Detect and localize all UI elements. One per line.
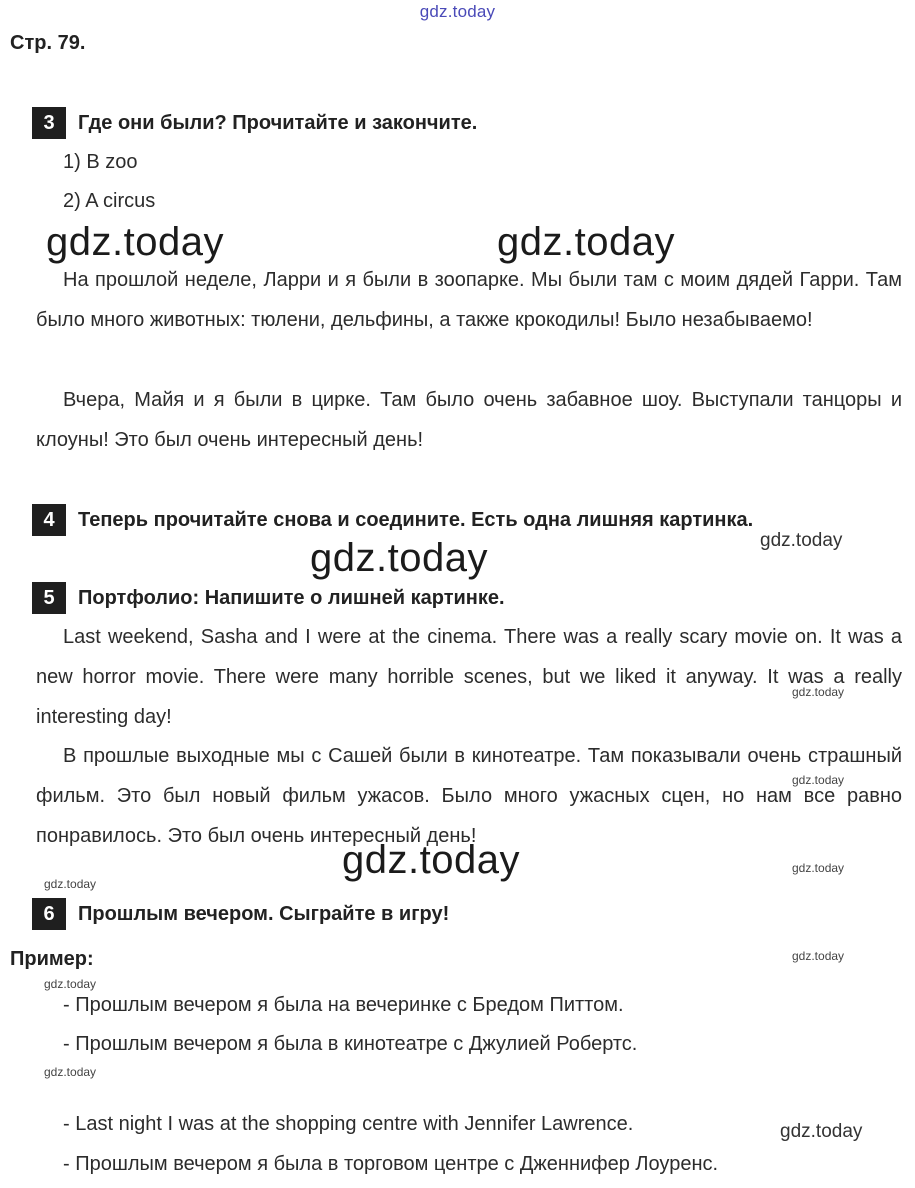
watermark-small: gdz.today — [44, 877, 97, 891]
watermark-large: gdz.today — [46, 220, 224, 264]
example-line: - Last night I was at the shopping centre with Jennifer Lawrence. — [63, 1113, 634, 1135]
watermark-small: gdz.today — [792, 685, 845, 699]
task-title: Прошлым вечером. Сыграйте в игру! — [78, 902, 450, 925]
task-3-header — [32, 107, 477, 139]
page-number: Стр. 79. — [10, 32, 86, 54]
task-number-badge: 6 — [32, 898, 66, 930]
watermark-large: gdz.today — [310, 536, 488, 580]
example-label: Пример: — [10, 948, 94, 970]
task-title: Где они были? Прочитайте и закончите. — [78, 111, 478, 134]
watermark-top: gdz.today — [419, 2, 496, 21]
answer-line: 1) В zoo — [63, 151, 138, 173]
paragraph: Вчера, Майя и я были в цирке. Там было очень забавное шоу. Выступали танцоры и клоуны! Это был очень интересный день! — [36, 389, 902, 451]
task-title: Портфолио: Напишите о лишней картинке. — [78, 586, 505, 609]
task-6-header — [32, 898, 449, 930]
example-line: - Прошлым вечером я была на вечеринке с Бредом Питтом. — [63, 994, 624, 1016]
task-number-badge: 3 — [32, 107, 66, 139]
watermark-small: gdz.today — [44, 977, 97, 991]
task-5-header — [32, 582, 505, 614]
watermark-small: gdz.today — [792, 773, 845, 787]
task-number-badge: 5 — [32, 582, 66, 614]
watermark-large: gdz.today — [497, 220, 675, 264]
task-4-header — [32, 504, 753, 536]
task-title: Теперь прочитайте снова и соедините. Есть одна лишняя картинка. — [78, 508, 754, 531]
paragraph-russian: В прошлые выходные мы с Сашей были в кинотеатре. Там показывали очень страшный фильм. Это был новый фильм ужасов. Было много ужасных сцен, но нам все равно понравилось. Это был очень интересный день! — [36, 745, 902, 847]
task-number-badge: 4 — [32, 504, 66, 536]
paragraph: На прошлой неделе, Ларри и я были в зоопарке. Мы были там с моим дядей Гарри. Там было много животных: тюлени, дельфины, а также крокодилы! Было незабываемо! — [36, 269, 902, 331]
example-line: - Прошлым вечером я была в торговом центре с Дженнифер Лоуренс. — [63, 1153, 719, 1175]
watermark-small: gdz.today — [792, 949, 845, 963]
example-line: - Прошлым вечером я была в кинотеатре с Джулией Робертс. — [63, 1033, 638, 1055]
watermark-medium: gdz.today — [760, 530, 843, 551]
watermark-small: gdz.today — [792, 861, 845, 875]
paragraph-english: Last weekend, Sasha and I were at the cinema. There was a really scary movie on. It was a new horror movie. There were many horrible scenes, but we liked it anyway. It was a really interesting day! — [36, 626, 902, 728]
watermark-large: gdz.today — [342, 838, 520, 882]
answer-line: 2) A circus — [63, 190, 156, 212]
watermark-medium: gdz.today — [780, 1121, 863, 1142]
watermark-small: gdz.today — [44, 1065, 97, 1079]
